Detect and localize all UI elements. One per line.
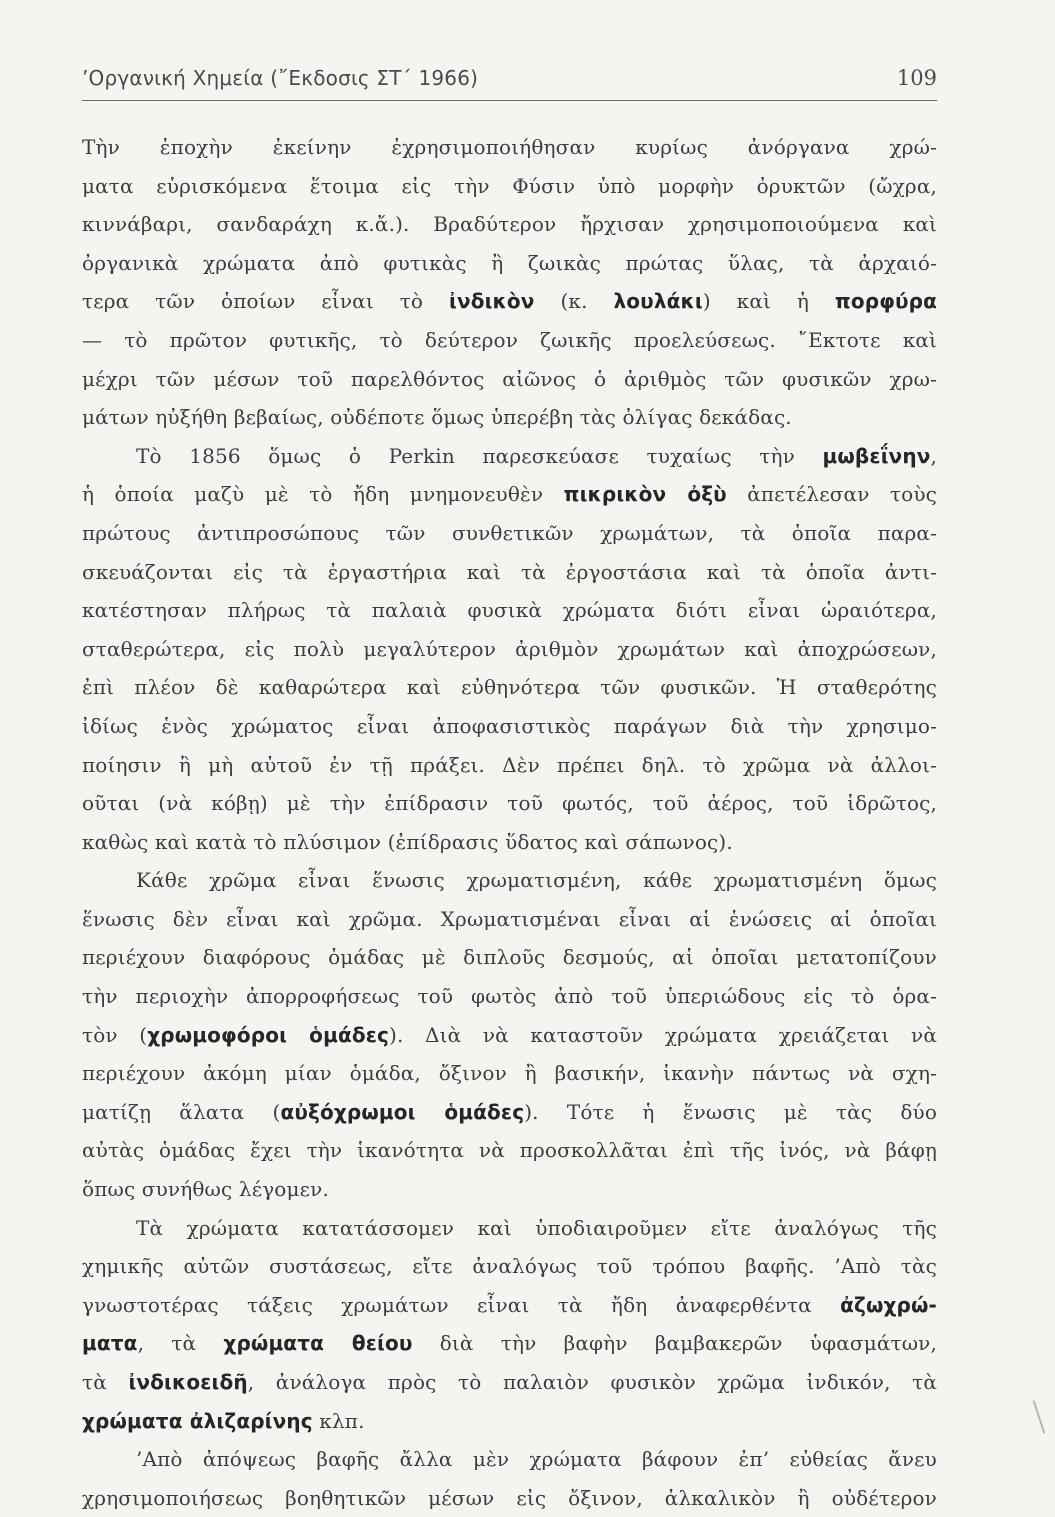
text-run: τὰ: [82, 1370, 129, 1394]
text-line: [82, 630, 937, 669]
text-run: Τὸ 1856 ὅμως ὁ Perkin παρεσκεύασε τυχαίως τὴν: [136, 443, 823, 468]
text-line: [82, 475, 937, 514]
text-run: ματίζῃ ἅλατα (: [82, 1099, 281, 1124]
text-run: ἰδίως ἑνὸς χρώματος εἶναι ἀποφασιστικὸς παράγων διὰ τὴν χρησιμο-: [82, 713, 937, 738]
text-line: [82, 746, 937, 785]
text-run: ἀπετέλεσαν τοὺς: [726, 482, 937, 507]
text-line: [82, 823, 937, 862]
text-run: ἐπὶ πλέον δὲ καθαρώτερα καὶ εὐθηνότερα τῶν φυσικῶν. Ἡ σταθερότης: [82, 675, 937, 700]
text-run: τερα τῶν ὁποίων εἶναι τὸ: [82, 289, 449, 314]
text-line: [82, 282, 937, 321]
text-line: [82, 1440, 937, 1479]
text-line: [82, 437, 937, 476]
text-run: χημικῆς αὐτῶν συστάσεως, εἴτε ἀναλόγως τοῦ τρόπου βαφῆς. ’Απὸ τὰς: [82, 1254, 937, 1279]
text-line: [82, 1054, 937, 1093]
text-line: [82, 167, 937, 206]
text-run: ,: [930, 443, 937, 468]
bold-term: χρώματα ἀλιζαρίνης: [82, 1408, 313, 1433]
text-run: ματα εὑρισκόμενα ἕτοιμα εἰς τὴν Φύσιν ὑπὸ μορφὴν ὀρυκτῶν (ὤχρα,: [82, 173, 937, 198]
text-run: σκευάζονται εἰς τὰ ἐργαστήρια καὶ τὰ ἐργοστάσια καὶ τὰ ὁποῖα ἀντι-: [82, 559, 937, 584]
text-run: ). Διὰ νὰ καταστοῦν χρώματα χρειάζεται νὰ: [389, 1022, 937, 1047]
text-run: ὅπως συνήθως λέγομεν.: [82, 1177, 329, 1202]
text-run: ἕνωσις δὲν εἶναι καὶ χρῶμα. Χρωματισμέναι εἶναι αἱ ἑνώσεις αἱ ὁποῖαι: [82, 906, 937, 931]
text-run: καθὼς καὶ κατὰ τὸ πλύσιμον (ἐπίδρασις ὕδατος καὶ σάπωνος).: [82, 829, 733, 854]
text-line: [82, 398, 937, 437]
text-run: χρησιμοποιήσεως βοηθητικῶν μέσων εἰς ὄξινον, ἀλκαλικὸν ἢ οὐδέτερον: [82, 1485, 937, 1510]
bold-term: ἰνδικοειδῆ: [128, 1370, 248, 1394]
bold-term: ματα: [82, 1331, 138, 1356]
text-run: ποίησιν ἢ μὴ αὐτοῦ ἐν τῇ πράξει. Δὲν πρέπει δηλ. τὸ χρῶμα νὰ ἀλλοι-: [82, 752, 937, 777]
text-run: οῦται (νὰ κόβῃ) μὲ τὴν ἐπίδρασιν τοῦ φωτός, τοῦ ἀέρος, τοῦ ἱδρῶτος,: [82, 791, 937, 816]
text-line: [82, 1093, 937, 1132]
header-title: ’Οργανική Χημεία (῎Εκδοσις ΣΤ΄ 1966): [82, 66, 479, 90]
text-line: [82, 1170, 937, 1209]
text-line: [82, 707, 937, 746]
text-run: κατέστησαν πλήρως τὰ παλαιὰ φυσικὰ χρώματα διότι εἶναι ὡραιότερα,: [82, 598, 937, 623]
text-line: [82, 1363, 937, 1402]
text-run: μέχρι τῶν μέσων τοῦ παρελθόντος αἰῶνος ὁ ἀριθμὸς τῶν φυσικῶν χρω-: [82, 366, 937, 391]
text-run: Τὰ χρώματα κατατάσσομεν καὶ ὑποδιαιροῦμεν εἴτε ἀναλόγως τῆς: [136, 1215, 937, 1240]
text-line: [82, 360, 937, 399]
text-line: [82, 1286, 937, 1325]
text-line: [82, 668, 937, 707]
text-line: [82, 784, 937, 823]
text-line: [82, 321, 937, 360]
text-run: κλπ.: [312, 1408, 365, 1433]
text-line: [82, 514, 937, 553]
bold-term: χρώματα θείου: [223, 1331, 413, 1356]
text-line: [82, 1247, 937, 1286]
text-run: , τὰ: [137, 1331, 224, 1356]
text-run: πρώτους ἀντιπροσώπους τῶν συνθετικῶν χρωμάτων, τὰ ὁποῖα παρα-: [82, 520, 937, 545]
body-text: [82, 128, 937, 1517]
text-line: [82, 1402, 937, 1441]
text-line: [82, 128, 937, 167]
bold-term: ἀζωχρώ-: [840, 1292, 937, 1317]
text-run: αὐτὰς ὁμάδας ἔχει τὴν ἱκανότητα νὰ προσκολλᾶται ἐπὶ τῆς ἰνός, νὰ βάφῃ: [82, 1138, 937, 1163]
text-run: , ἀνάλογα πρὸς τὸ παλαιὸν φυσικὸν χρῶμα ἰνδικόν, τὰ: [247, 1370, 938, 1394]
text-run: περιέχουν διαφόρους ὁμάδας μὲ διπλοῦς δεσμούς, αἱ ὁποῖαι μετατοπίζουν: [82, 945, 937, 970]
text-line: [82, 861, 937, 900]
text-line: [82, 1479, 937, 1517]
bold-term: λουλάκι: [613, 289, 703, 314]
text-run: ) καὶ ἡ: [702, 289, 835, 314]
text-run: διὰ τὴν βαφὴν βαμβακερῶν ὑφασμάτων,: [412, 1331, 937, 1356]
bold-term: πικρικὸν ὀξὺ: [563, 482, 727, 507]
text-run: ὀργανικὰ χρώματα ἀπὸ φυτικὰς ἢ ζωικὰς πρώτας ὕλας, τὰ ἀρχαιό-: [82, 250, 937, 275]
bold-term: αὐξόχρωμοι ὁμάδες: [280, 1099, 525, 1124]
bold-term: ἰνδικὸν: [449, 289, 535, 314]
margin-mark: [1033, 1401, 1045, 1434]
text-run: περιέχουν ἀκόμη μίαν ὁμάδα, ὄξινον ἢ βασικήν, ἱκανὴν πάντως νὰ σχη-: [82, 1061, 937, 1086]
text-run: — τὸ πρῶτον φυτικῆς, τὸ δεύτερον ζωικῆς προελεύσεως. ῎Εκτοτε καὶ: [82, 327, 937, 352]
text-line: [82, 1324, 937, 1363]
text-line: [82, 1131, 937, 1170]
text-run: τὸν (: [82, 1022, 148, 1047]
text-line: [82, 900, 937, 939]
text-run: κιννάβαρι, σανδαράχη κ.ἄ.). Βραδύτερον ἤρχισαν χρησιμοποιούμενα καὶ: [82, 212, 937, 237]
text-run: ). Τότε ἡ ἕνωσις μὲ τὰς δύο: [524, 1099, 938, 1124]
bold-term: μωβεΐνην: [822, 443, 931, 468]
text-run: (κ.: [534, 289, 614, 314]
running-header: [82, 62, 937, 101]
text-line: [82, 205, 937, 244]
text-run: Κάθε χρῶμα εἶναι ἕνωσις χρωματισμένη, κάθε χρωματισμένη ὅμως: [136, 868, 937, 893]
text-line: [82, 938, 937, 977]
text-run: ἡ ὁποία μαζὺ μὲ τὸ ἤδη μνημονευθὲν: [82, 482, 564, 507]
page-number: 109: [896, 66, 937, 90]
text-run: γνωστοτέρας τάξεις χρωμάτων εἶναι τὰ ἤδη ἀναφερθέντα: [82, 1292, 841, 1317]
text-line: [82, 1016, 937, 1055]
text-line: [82, 591, 937, 630]
text-line: [82, 977, 937, 1016]
text-run: μάτων ηὐξήθη βεβαίως, οὐδέποτε ὅμως ὑπερέβη τὰς ὀλίγας δεκάδας.: [82, 405, 792, 430]
text-run: τὴν περιοχὴν ἀπορροφήσεως τοῦ φωτὸς ἀπὸ τοῦ ὑπεριώδους εἰς τὸ ὁρα-: [82, 984, 937, 1009]
text-line: [82, 553, 937, 592]
bold-term: χρωμοφόροι ὁμάδες: [147, 1022, 390, 1047]
text-run: ’Απὸ ἀπόψεως βαφῆς ἄλλα μὲν χρώματα βάφουν ἐπ’ εὐθείας ἄνευ: [136, 1447, 937, 1472]
bold-term: πορφύρα: [834, 289, 938, 314]
text-line: [82, 244, 937, 283]
text-line: [82, 1209, 937, 1248]
text-run: σταθερώτερα, εἰς πολὺ μεγαλύτερον ἀριθμὸν χρωμάτων καὶ ἀποχρώσεων,: [82, 636, 937, 661]
text-run: Τὴν ἐποχὴν ἐκείνην ἐχρησιμοποιήθησαν κυρίως ἀνόργανα χρώ-: [82, 135, 937, 159]
